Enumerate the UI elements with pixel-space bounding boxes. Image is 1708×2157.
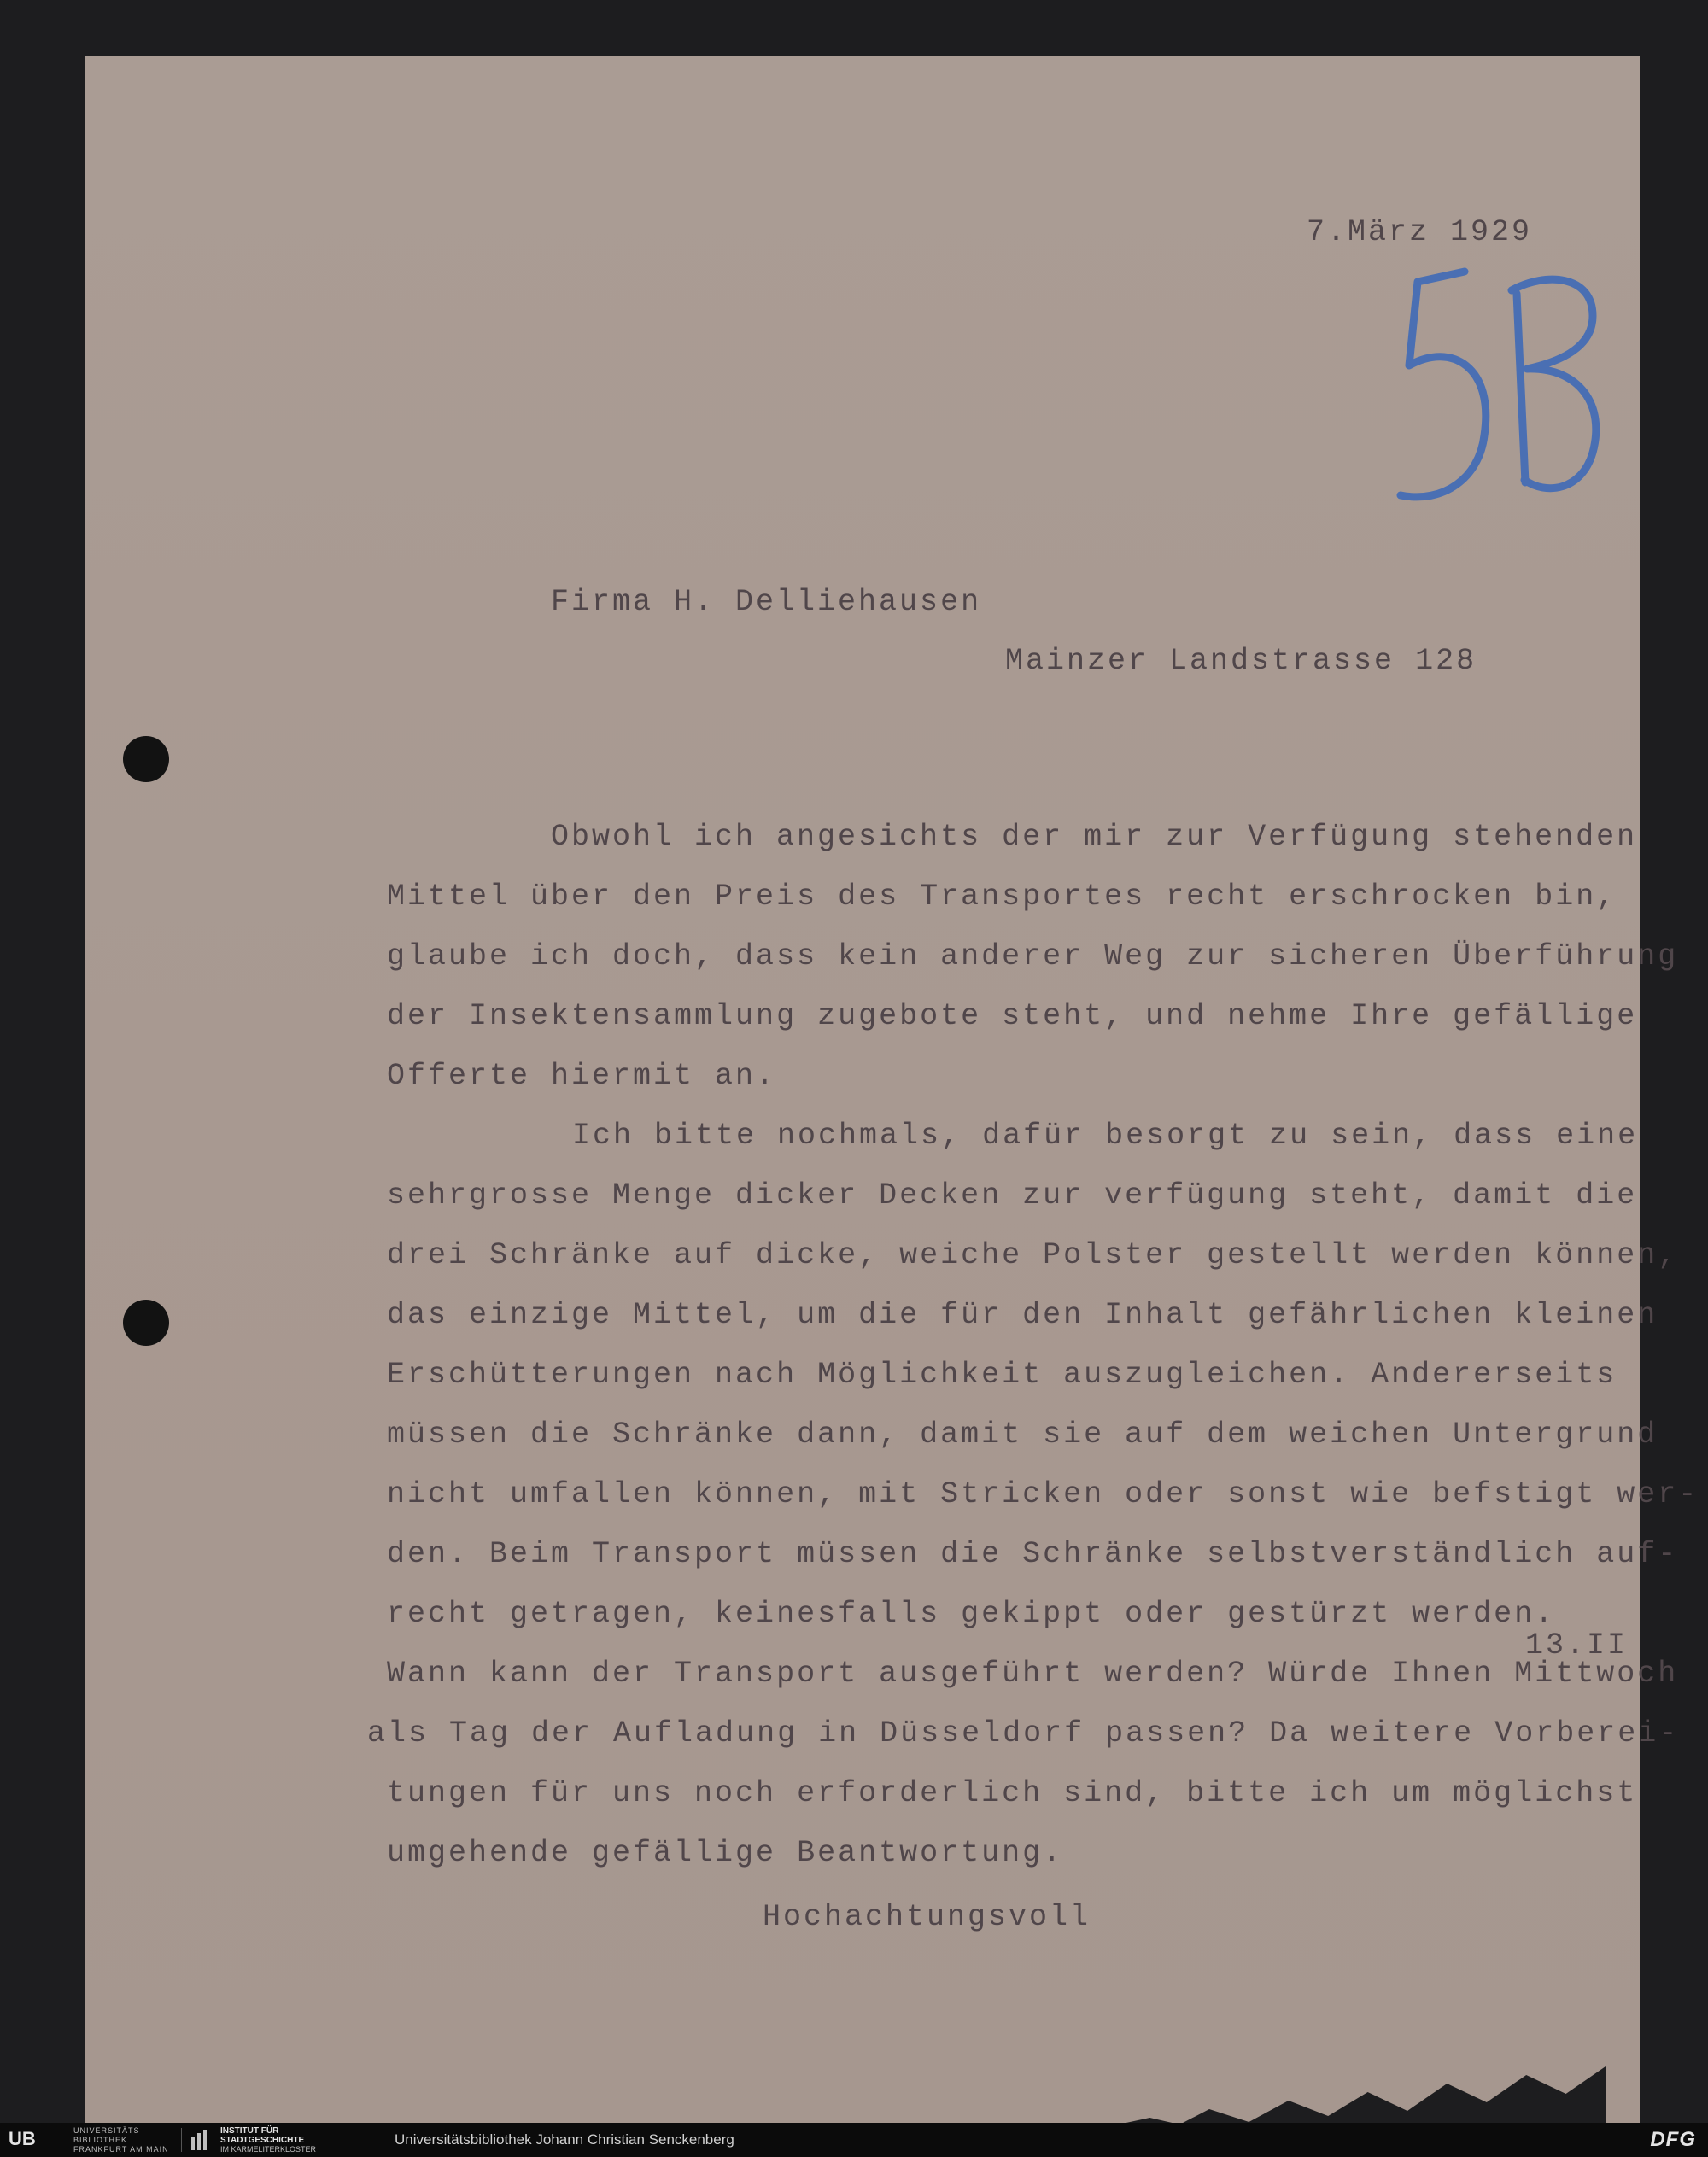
body-line-13: den. Beim Transport müssen die Schränke selbstverständlich auf- [387,1537,1679,1571]
body-line-6: Ich bitte nochmals, dafür besorgt zu sein, dass eine [572,1119,1639,1153]
footer-separator [181,2128,182,2152]
library-name: Universitätsbibliothek Johann Christian Senckenberg [395,2131,734,2148]
handwritten-mark [1383,256,1623,529]
body-line-10: Erschütterungen nach Möglichkeit auszugleichen. Andererseits [387,1358,1617,1392]
punch-hole-top [123,736,169,782]
body-line-9: das einzige Mittel, um die für den Inhalt gefährlichen kleinen [387,1298,1658,1332]
letter-date: 7.März 1929 [1307,215,1533,249]
ub-logo: UB [9,2128,36,2149]
recipient-name: Firma H. Delliehausen [551,585,982,619]
ub-logo-text: UNIVERSITÄTS BIBLIOTHEK FRANKFURT AM MAIN [73,2126,169,2154]
body-line-3: glaube ich doch, dass kein anderer Weg zur sicheren Überführung [387,939,1679,973]
body-line-1: Obwohl ich angesichts der mir zur Verfügung stehenden [551,820,1638,854]
body-line-17: tungen für uns noch erforderlich sind, bitte ich um möglichst [387,1776,1638,1810]
body-line-8: drei Schränke auf dicke, weiche Polster gestellt werden können, [387,1238,1679,1272]
recipient-address: Mainzer Landstrasse 128 [1005,644,1477,678]
body-line-4: der Insektensammlung zugebote steht, und nehme Ihre gefällige [387,999,1638,1033]
punch-hole-bottom [123,1300,169,1346]
closing: Hochachtungsvoll [763,1900,1091,1934]
body-line-5: Offerte hiermit an. [387,1059,777,1093]
body-line-11: müssen die Schränke dann, damit sie auf dem weichen Untergrund [387,1418,1658,1452]
institute-logo-text: INSTITUT FÜR STADTGESCHICHTE IM KARMELITERKLOSTER [220,2126,317,2154]
body-line-15: Wann kann der Transport ausgeführt werden? Würde Ihnen Mittwoch [387,1657,1679,1691]
margin-note: 13.II [1525,1628,1629,1663]
body-line-16: als Tag der Aufladung in Düsseldorf passen? Da weitere Vorberei- [367,1716,1680,1751]
institute-logo-icon [190,2128,212,2152]
footer-bar [0,2123,1708,2157]
body-line-12: nicht umfallen können, mit Stricken oder sonst wie befstigt wer- [387,1477,1699,1511]
body-line-7: sehrgrosse Menge dicker Decken zur verfügung steht, damit die [387,1178,1638,1213]
body-line-18: umgehende gefällige Beantwortung. [387,1836,1064,1870]
body-line-2: Mittel über den Preis des Transportes recht erschrocken bin, [387,880,1617,914]
body-line-14: recht getragen, keinesfalls gekippt oder gestürzt werden. [387,1597,1556,1631]
dfg-logo: DFG [1650,2128,1696,2151]
